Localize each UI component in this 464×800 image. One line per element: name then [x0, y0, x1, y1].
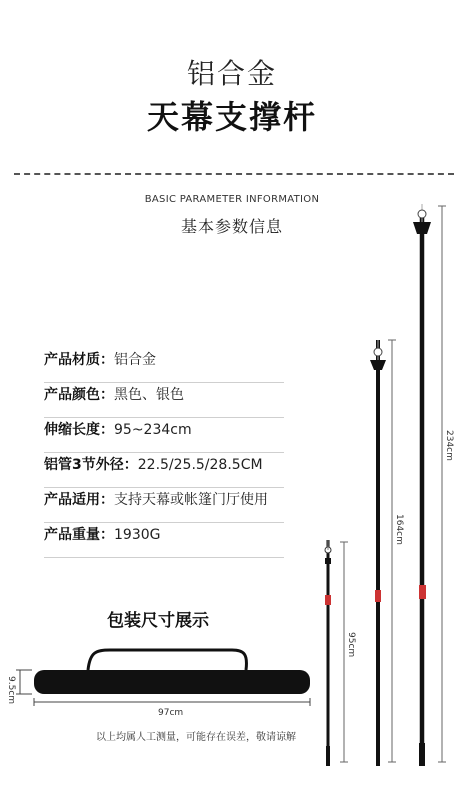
- param-value: 95~234cm: [114, 422, 192, 438]
- pole-cap: [370, 360, 386, 370]
- tall-pole-dim-label: 234cm: [444, 430, 454, 461]
- param-row-weight: [44, 524, 284, 558]
- param-label: 伸缩长度：: [44, 422, 114, 438]
- title-line1: 铝合金: [186, 57, 277, 90]
- row-divider: [44, 417, 284, 418]
- param-row-diameter: [44, 454, 284, 488]
- param-label: 产品适用：: [44, 492, 114, 508]
- param-row-material: [44, 349, 284, 383]
- param-label: 产品重量：: [44, 527, 114, 543]
- poles-illustration: [318, 200, 464, 770]
- pack-width-label: 97cm: [158, 708, 184, 718]
- param-value: 黑色、银色: [114, 387, 184, 403]
- param-value: 1930G: [114, 527, 161, 543]
- short-pole: [325, 540, 348, 766]
- pole-tip: [418, 210, 426, 218]
- row-divider: [44, 522, 284, 523]
- row-divider: [44, 487, 284, 488]
- measurement-note: 以上均属人工测量，可能存在误差，敬请谅解: [96, 732, 296, 743]
- pole-foot: [419, 743, 425, 766]
- param-row-length: [44, 419, 284, 453]
- pole-label-patch: [375, 590, 381, 602]
- pack-title: 包装尺寸展示: [107, 611, 209, 631]
- pole-label-patch: [419, 585, 426, 599]
- bag-strap: [88, 650, 246, 670]
- row-divider: [44, 382, 284, 383]
- param-label: 铝管3节外径：: [44, 457, 138, 473]
- pole-cap: [413, 222, 431, 234]
- pole-tip: [374, 348, 382, 356]
- pole-label-patch: [325, 595, 331, 605]
- section-title-en: BASIC PARAMETER INFORMATION: [144, 194, 320, 205]
- short-pole-dim-label: 95cm: [346, 632, 356, 658]
- row-divider: [44, 452, 284, 453]
- param-value: 22.5/25.5/28.5CM: [137, 457, 263, 473]
- pole-cap: [325, 558, 331, 564]
- mid-pole-dim-label: 164cm: [394, 514, 404, 545]
- section-title-cn: 基本参数信息: [180, 217, 283, 236]
- param-label: 产品材质：: [44, 352, 114, 368]
- param-label: 产品颜色：: [44, 387, 114, 403]
- pole-foot: [376, 745, 380, 766]
- title-line2: 天幕支撑杆: [146, 98, 317, 136]
- param-value: 支持天幕或帐篷门厅使用: [114, 492, 268, 508]
- bag-body: [34, 670, 310, 694]
- row-divider: [44, 557, 284, 558]
- param-value: 铝合金: [114, 352, 156, 368]
- dashed-divider: [14, 173, 454, 175]
- param-row-usage: [44, 489, 284, 523]
- middle-pole: [370, 340, 396, 766]
- pole-foot: [326, 746, 330, 766]
- pack-height-label: 9.5cm: [6, 676, 16, 705]
- tall-pole: [413, 204, 446, 766]
- param-row-color: [44, 384, 284, 418]
